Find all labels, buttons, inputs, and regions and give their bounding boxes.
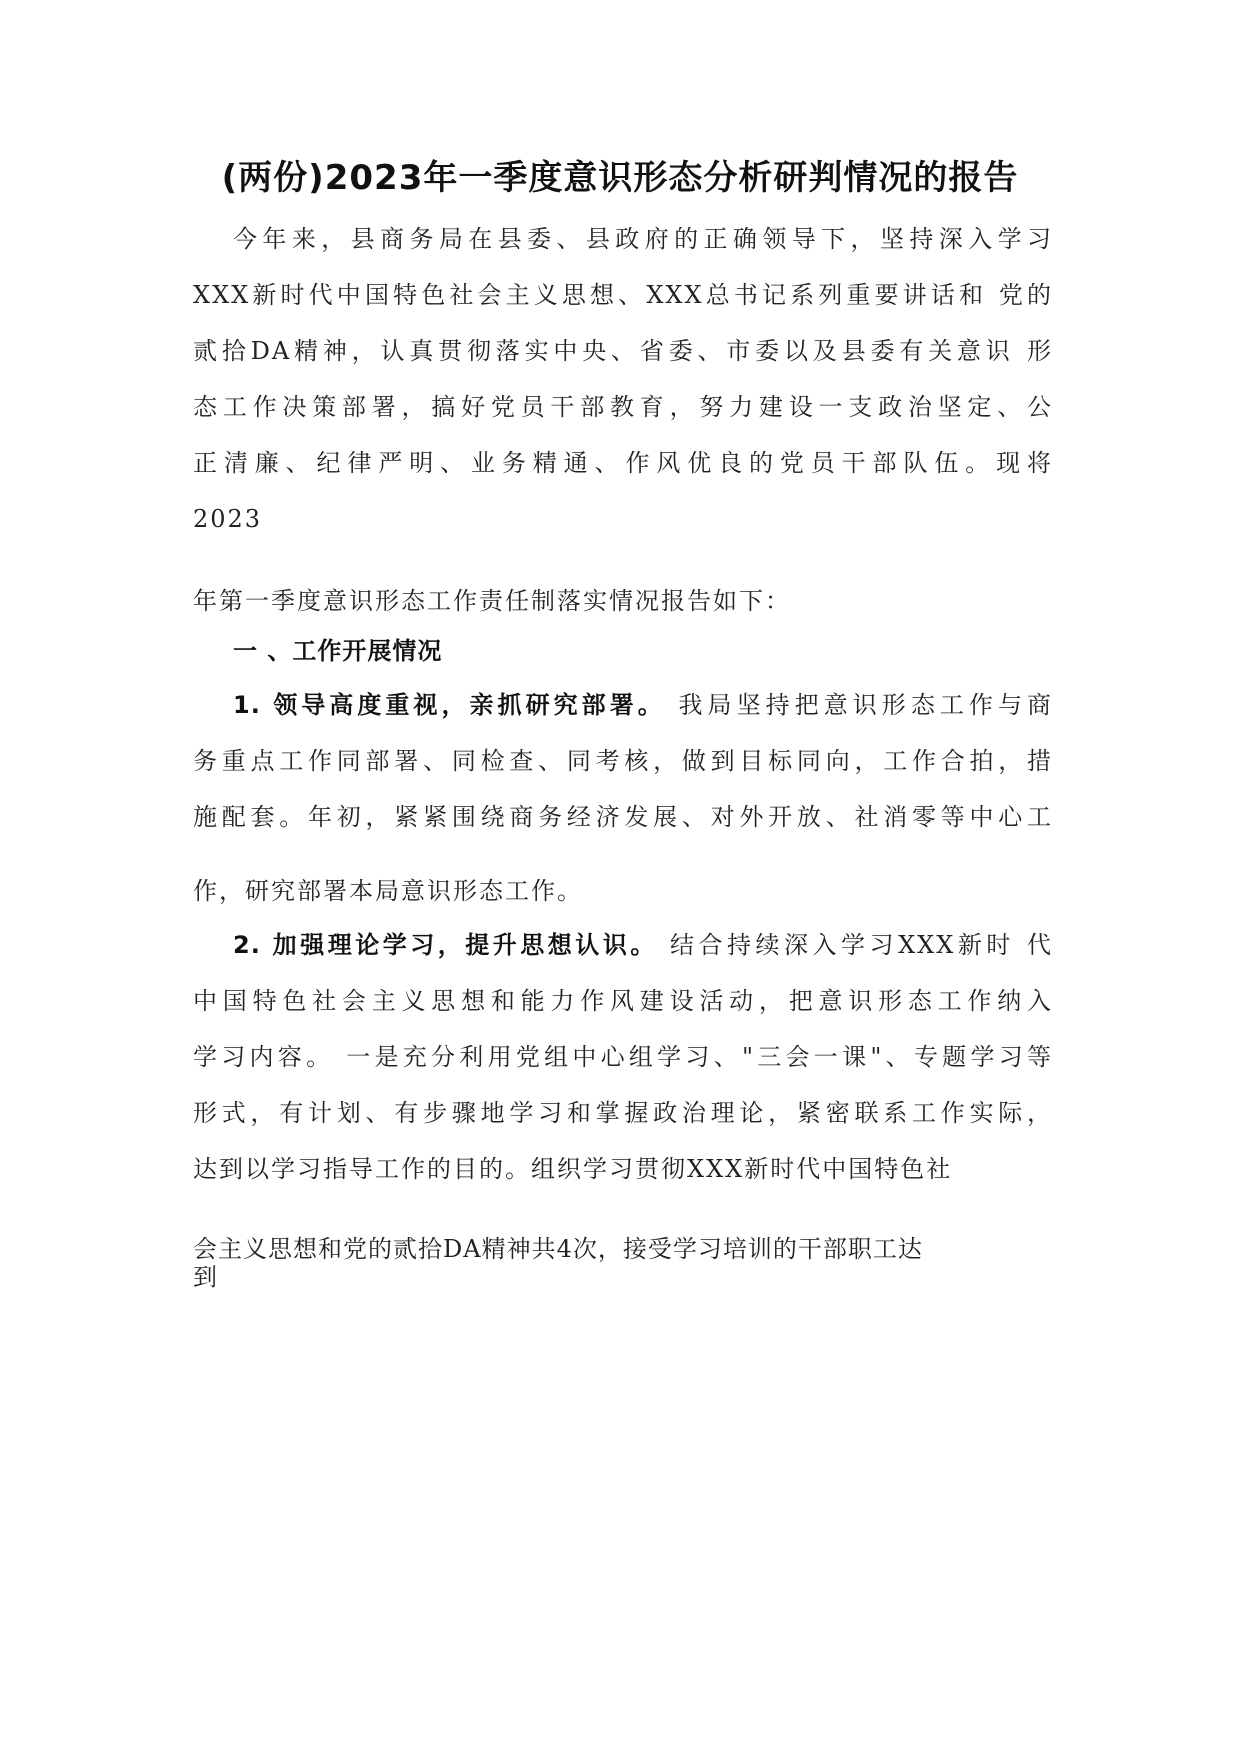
text-line: 会主义思想和党的贰拾DA精神共4次，接受学习培训的干部职工达	[193, 1235, 923, 1263]
text-line: XXX新时代中国特色社会主义思想、XXX总书记系列重要讲话和 党的	[193, 281, 1053, 309]
text-line: 达到以学习指导工作的目的。组织学习贯彻XXX新时代中国特色社	[193, 1155, 953, 1183]
text-line: 2023	[193, 505, 263, 533]
text-line: 作，研究部署本局意识形态工作。	[193, 877, 583, 905]
paragraph-lead-line	[233, 690, 1053, 720]
section-heading: 一 、工作开展情况	[233, 637, 443, 665]
text-line: 务重点工作同部署、同检查、同考核，做到目标同向，工作合拍，措	[193, 747, 1053, 775]
paragraph-heading: 2. 加强理论学习，提升思想认识。	[233, 931, 658, 959]
paragraph-heading: 1. 领导高度重视，亲抓研究部署。	[233, 691, 666, 719]
text-line: 形式，有计划、有步骤地学习和掌握政治理论，紧密联系工作实际，	[193, 1099, 1053, 1127]
text-line: 施配套。年初，紧紧围绕商务经济发展、对外开放、社消零等中心工	[193, 803, 1053, 831]
paragraph-text: 我局坚持把意识形态工作与商	[665, 691, 1053, 719]
text-line: 正清廉、纪律严明、业务精通、作风优良的党员干部队伍。现将	[193, 449, 1053, 477]
document-title: (两份)2023年一季度意识形态分析研判情况的报告	[221, 158, 1019, 198]
text-line: 学习内容。 一是充分利用党组中心组学习、"三会一课"、专题学习等	[193, 1043, 1053, 1071]
text-line: 贰拾DA精神，认真贯彻落实中央、省委、市委以及县委有关意识 形	[193, 337, 1053, 365]
text-line: 态工作决策部署，搞好党员干部教育，努力建设一支政治坚定、公	[193, 393, 1053, 421]
text-line: 中国特色社会主义思想和能力作风建设活动，把意识形态工作纳入	[193, 987, 1053, 1015]
paragraph-lead-line	[233, 930, 1053, 960]
text-line: 到	[193, 1263, 219, 1291]
paragraph-text: 结合持续深入学习XXX新时 代	[657, 931, 1054, 959]
text-line: 年第一季度意识形态工作责任制落实情况报告如下：	[193, 587, 791, 615]
text-line: 今年来，县商务局在县委、县政府的正确领导下，坚持深入学习	[233, 225, 1053, 253]
